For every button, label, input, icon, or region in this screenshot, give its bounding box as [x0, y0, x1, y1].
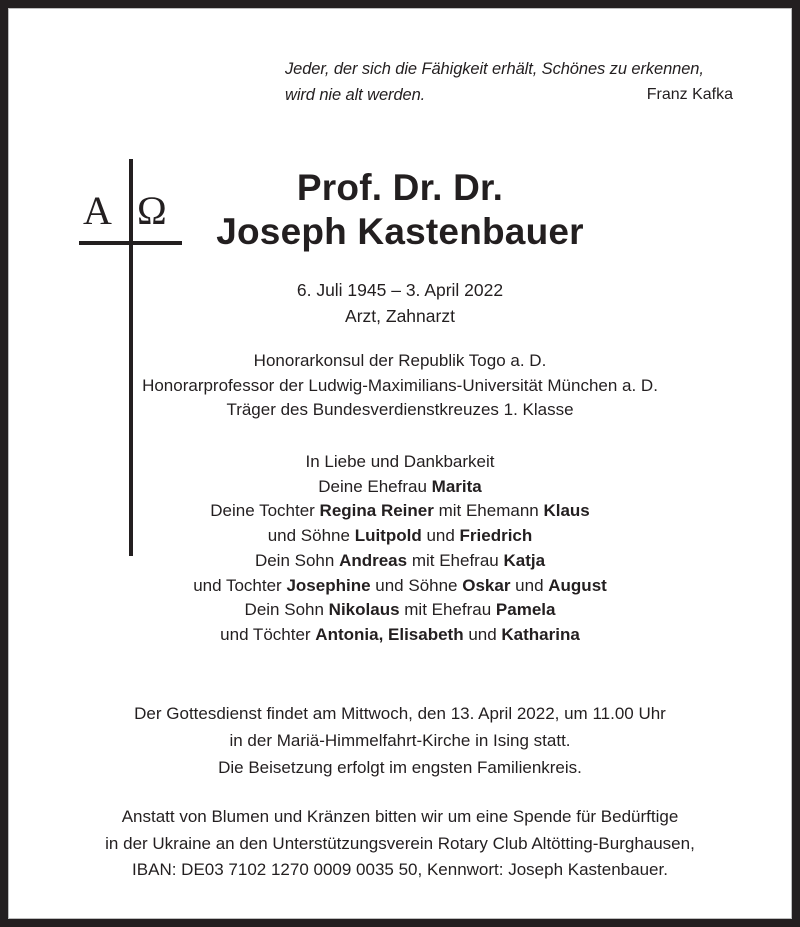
- family-member-name: Luitpold: [354, 526, 422, 546]
- omega-letter: Ω: [137, 188, 167, 233]
- deceased-titles: Prof. Dr. Dr.: [296, 167, 504, 208]
- quote-line-2: wird nie alt werden.: [285, 86, 426, 104]
- family-relation-text: Dein Sohn: [254, 550, 340, 570]
- family-member-name: Oskar: [462, 575, 511, 595]
- family-member-name: Katharina: [501, 624, 580, 644]
- family-member-name: Andreas: [339, 550, 408, 570]
- service-line: in der Mariä-Himmelfahrt-Kirche in Ising statt.: [229, 731, 571, 750]
- family-relation-text: Dein Sohn: [244, 600, 329, 620]
- service-line: Der Gottesdienst findet am Mittwoch, den 13. April 2022, um 11.00 Uhr: [134, 704, 666, 723]
- service-details-block: [9, 700, 791, 781]
- family-member-name: Marita: [431, 476, 482, 496]
- family-line: [9, 623, 791, 648]
- family-relation-text: mit Ehefrau: [399, 600, 496, 620]
- family-member-name: Friedrich: [459, 526, 533, 546]
- donation-iban-line: IBAN: DE03 7102 1270 0009 0035 50, Kennwort: Joseph Kastenbauer.: [132, 860, 668, 879]
- family-line: [9, 598, 791, 623]
- deceased-name-block: [9, 166, 791, 254]
- alpha-letter: A: [83, 188, 112, 233]
- family-relation-text: und Söhne: [267, 526, 355, 546]
- family-intro: In Liebe und Dankbarkeit: [305, 452, 495, 471]
- deceased-dates-block: [9, 277, 791, 329]
- donation-line: Anstatt von Blumen und Kränzen bitten wir um eine Spende für Bedürftige: [121, 807, 679, 826]
- family-member-name: Antonia, Elisabeth: [315, 624, 464, 644]
- quote-line-1: Jeder, der sich die Fähigkeit erhält, Schönes zu erkennen,: [285, 60, 704, 78]
- family-line: [9, 549, 791, 574]
- family-line: [9, 574, 791, 599]
- family-member-name: August: [548, 575, 607, 595]
- family-member-name: Nikolaus: [328, 600, 400, 620]
- family-line: [9, 475, 791, 500]
- deceased-profession: Arzt, Zahnarzt: [345, 306, 455, 326]
- family-relation-text: und Söhne: [370, 575, 463, 595]
- honor-line: Träger des Bundesverdienstkreuzes 1. Klasse: [226, 400, 574, 419]
- family-relation-text: mit Ehemann: [433, 501, 544, 521]
- honor-line: Honorarkonsul der Republik Togo a. D.: [253, 351, 547, 370]
- family-line: [9, 524, 791, 549]
- family-relation-text: und Tochter: [193, 575, 287, 595]
- obituary-card: [8, 8, 792, 919]
- family-member-name: Josephine: [286, 575, 371, 595]
- quote-attribution: Franz Kafka: [646, 86, 733, 103]
- deceased-name: Joseph Kastenbauer: [216, 211, 584, 252]
- family-relation-text: mit Ehefrau: [407, 550, 504, 570]
- honor-line: Honorarprofessor der Ludwig-Maximilians-Universität München a. D.: [142, 375, 658, 395]
- donation-request-block: [9, 804, 791, 884]
- family-member-name: Pamela: [495, 600, 556, 620]
- family-relation-text: Deine Ehefrau: [318, 476, 432, 496]
- family-relation-text: und: [463, 624, 502, 644]
- family-line: [9, 499, 791, 524]
- family-member-name: Regina Reiner: [319, 501, 434, 521]
- family-member-name: Klaus: [543, 501, 590, 521]
- donation-line: in der Ukraine an den Unterstützungsverein Rotary Club Altötting-Burghausen,: [105, 833, 695, 853]
- deceased-lifespan: 6. Juli 1945 – 3. April 2022: [296, 280, 504, 300]
- family-relation-text: Deine Tochter: [210, 501, 320, 521]
- family-relation-text: und: [421, 526, 460, 546]
- family-member-name: Katja: [503, 550, 546, 570]
- family-relation-text: und: [510, 575, 549, 595]
- service-line: Die Beisetzung erfolgt im engsten Familienkreis.: [218, 758, 582, 777]
- family-relation-text: und Töchter: [220, 624, 316, 644]
- family-member-lines: [9, 475, 791, 648]
- honors-block: [9, 349, 791, 423]
- family-block: [9, 450, 791, 648]
- quotation-block: [285, 56, 733, 108]
